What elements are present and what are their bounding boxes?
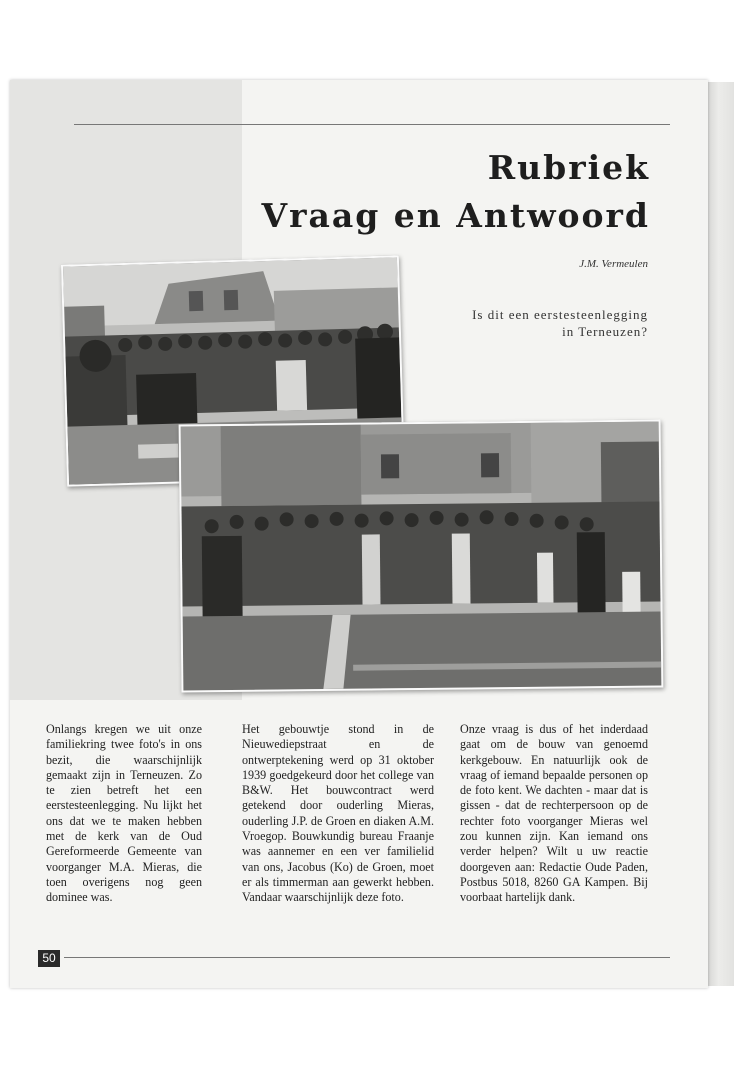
top-rule [74,124,670,125]
subtitle-line-1: Is dit een eerstesteenlegging [472,307,648,322]
title-line-2: Vraag en Antwoord [261,196,650,235]
body-column-2: Het gebouwtje stond in de Nieuwediepstraat en de ontwerptekening werd op 31 oktober 1939 goedgekeurd door het college van B&W. Het bouwcontract werd getekend door ouderling Mieras, ouderling J.P. de Groen en diaken A.M. Vroegop. Bouwkundig bureau Fraanje was aannemer en een ver familielid van ons, Jacobus (Ko) de Groen, moet er als timmerman aan gewerkt hebben. Vandaar waarschijnlijk deze foto. [242,722,434,905]
page-edge-shadow [708,82,734,986]
photo-group-at-construction-site-image [181,422,662,691]
page-number: 50 [38,950,60,967]
body-column-3: Onze vraag is dus of het inderdaad gaat om de bouw van genoemd kerkgebouw. En natuurlijk ook de vraag of iemand bepaalde personen op de foto kent. We dachten - maar dat is gissen - dat de rechterpersoon op de rechter foto voorganger Mieras wel zou kunnen zijn. Kan iemand ons verder helpen? Wilt u uw reactie doorgeven aan: Redactie Oude Paden, Postbus 5018, 8260 GA Kampen. Bij voorbaat hartelijk dank. [460,722,648,905]
magazine-page [10,80,708,988]
photo-group-at-construction-site [179,419,664,692]
bottom-rule [64,957,670,958]
author-byline: J.M. Vermeulen [579,258,648,270]
body-column-1: Onlangs kregen we uit onze familiekring twee foto's in ons bezit, die waarschijnlijk gemaakt zijn in Terneuzen. Zo te zien betreft het een eerstesteenlegging. Nu lijkt het ons dat we te maken hebben met de kerk van de Oud Gereformeerde Gemeente van voorganger M.A. Mieras, die toen overigens nog geen dominee was. [46,722,202,905]
subtitle-line-2: in Terneuzen? [562,324,648,339]
article-title [261,144,650,240]
article-subtitle [472,306,648,340]
title-line-1: Rubriek [487,148,650,187]
